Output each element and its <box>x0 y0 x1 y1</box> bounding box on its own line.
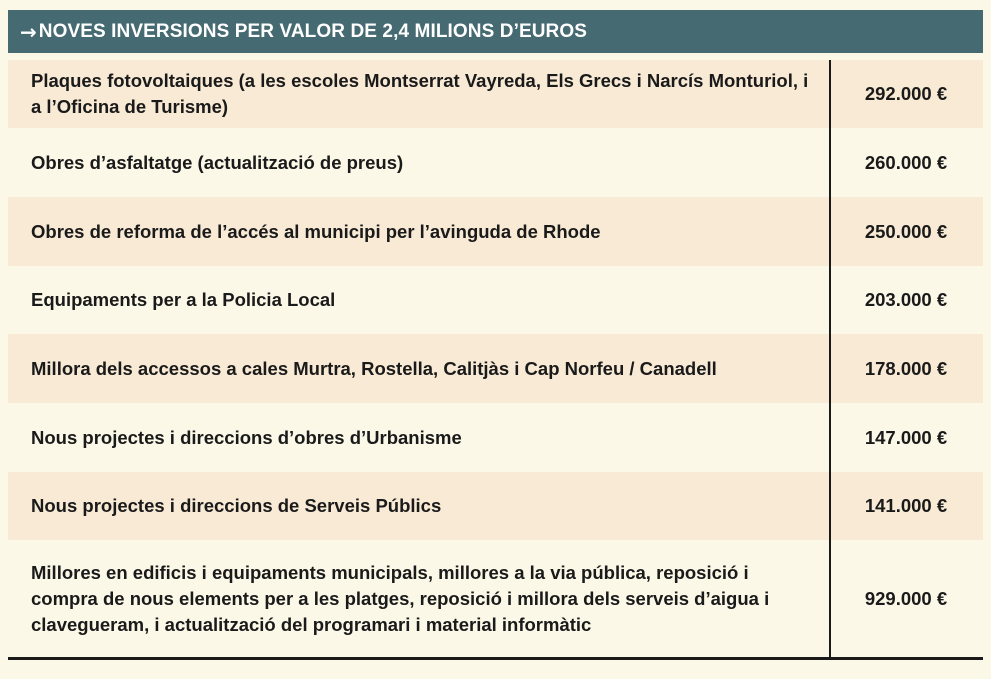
row-value: 178.000 € <box>864 357 948 379</box>
row-value: 147.000 € <box>864 426 948 448</box>
table-row <box>8 266 983 334</box>
table-row <box>8 540 983 657</box>
investments-table <box>8 60 983 660</box>
table-row <box>8 472 983 540</box>
table-title: NOVES INVERSIONS PER VALOR DE 2,4 MILIONS D’EUROS <box>38 20 588 42</box>
row-label: Nous projectes i direccions de Serveis Públics <box>31 495 442 516</box>
table-row <box>8 403 983 472</box>
table-header <box>8 10 983 53</box>
table-row <box>8 334 983 403</box>
table-row <box>8 197 983 266</box>
row-label: Obres de reforma de l’accés al municipi per l’avinguda de Rhode <box>31 220 601 242</box>
table-row <box>8 128 983 197</box>
row-label: Equipaments per a la Policia Local <box>31 289 336 310</box>
row-value: 260.000 € <box>864 151 948 173</box>
arrow-right-icon: → <box>20 19 37 44</box>
row-label: Nous projectes i direccions d’obres d’Urbanisme <box>31 426 462 448</box>
row-value: 141.000 € <box>864 495 948 516</box>
row-label: Obres d’asfaltatge (actualització de preus) <box>31 151 404 173</box>
row-label: Millores en edificis i equipaments municipals, millores a la via pública, reposició i compra de nous elements per a les platges, reposició i millora dels serveis d’aigua i clavegueram, i actualització del programari i material informàtic <box>31 561 770 635</box>
column-divider <box>829 60 831 657</box>
row-value: 292.000 € <box>864 83 948 104</box>
row-label: Millora dels accessos a cales Murtra, Rostella, Calitjàs i Cap Norfeu / Canadell <box>31 357 717 379</box>
row-value: 929.000 € <box>864 587 948 609</box>
row-label: Plaques fotovoltaiques (a les escoles Montserrat Vayreda, Els Grecs i Narcís Monturiol, i a l’Oficina de Turisme) <box>31 70 809 117</box>
row-value: 250.000 € <box>864 220 948 242</box>
table-row <box>8 60 983 128</box>
row-value: 203.000 € <box>864 289 948 310</box>
